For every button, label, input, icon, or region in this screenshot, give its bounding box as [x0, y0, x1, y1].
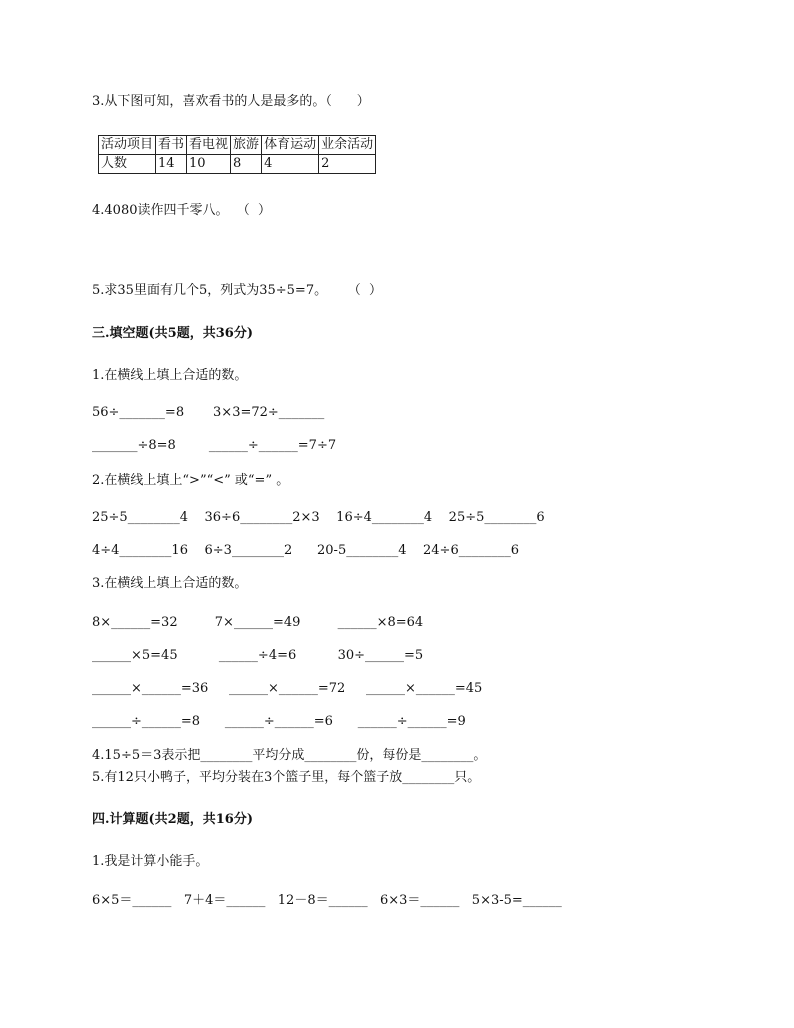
activity-table	[98, 135, 376, 174]
fill-3-line: 8×______=32 7×______=49 ______×8=64	[92, 615, 424, 630]
table-cell: 人数	[99, 155, 156, 174]
calc-1-line: 6×5＝______ 7＋4＝______ 12－8＝______ 6×3＝______ 5×3-5=______	[92, 893, 562, 908]
fill-1-line: 56÷_______=8 3×3=72÷_______	[92, 405, 325, 420]
calc-1-instruction: 1.我是计算小能手。	[92, 854, 209, 869]
fill-5: 5.有12只小鸭子，平均分装在3个篮子里，每个篮子放________只。	[92, 770, 481, 785]
fill-3-line: ______×5=45 ______÷4=6 30÷______=5	[92, 648, 424, 663]
fill-2-line: 4÷4________16 6÷3________2 20-5________4 24÷6________6	[92, 543, 519, 558]
table-cell: 看书	[156, 136, 187, 155]
fill-3-line: ______×______=36 ______×______=72 ______×______=45	[92, 681, 483, 696]
table-cell: 8	[231, 155, 262, 174]
table-cell: 14	[156, 155, 187, 174]
question-4: 4.4080读作四千零八。 （ ）	[92, 203, 272, 218]
fill-4: 4.15÷5＝3表示把________平均分成________份，每份是________。	[92, 748, 487, 763]
table-cell: 旅游	[231, 136, 262, 155]
section-4-title: 四.计算题(共2题，共16分)	[92, 812, 253, 827]
table-cell: 体育运动	[262, 136, 319, 155]
table-cell: 业余活动	[319, 136, 376, 155]
fill-2-line: 25÷5________4 36÷6________2×3 16÷4________4 25÷5________6	[92, 510, 545, 525]
table-row	[99, 155, 376, 174]
table-cell: 看电视	[187, 136, 231, 155]
fill-1-instruction: 1.在横线上填上合适的数。	[92, 368, 248, 383]
fill-3-line: ______÷______=8 ______÷______=6 ______÷______=9	[92, 714, 466, 729]
table-cell: 4	[262, 155, 319, 174]
table-cell: 活动项目	[99, 136, 156, 155]
fill-3-instruction: 3.在横线上填上合适的数。	[92, 576, 248, 591]
fill-1-line: _______÷8=8 ______÷______=7÷7	[92, 438, 337, 453]
section-3-title: 三.填空题(共5题，共36分)	[92, 326, 253, 341]
fill-2-instruction: 2.在横线上填上“>”“<” 或“=” 。	[92, 473, 290, 488]
table-cell: 10	[187, 155, 231, 174]
question-3: 3.从下图可知，喜欢看书的人是最多的。（ ）	[92, 94, 370, 109]
table-header-row	[99, 136, 376, 155]
question-5: 5.求35里面有几个5，列式为35÷5=7。 （ ）	[92, 283, 383, 298]
table-cell: 2	[319, 155, 376, 174]
